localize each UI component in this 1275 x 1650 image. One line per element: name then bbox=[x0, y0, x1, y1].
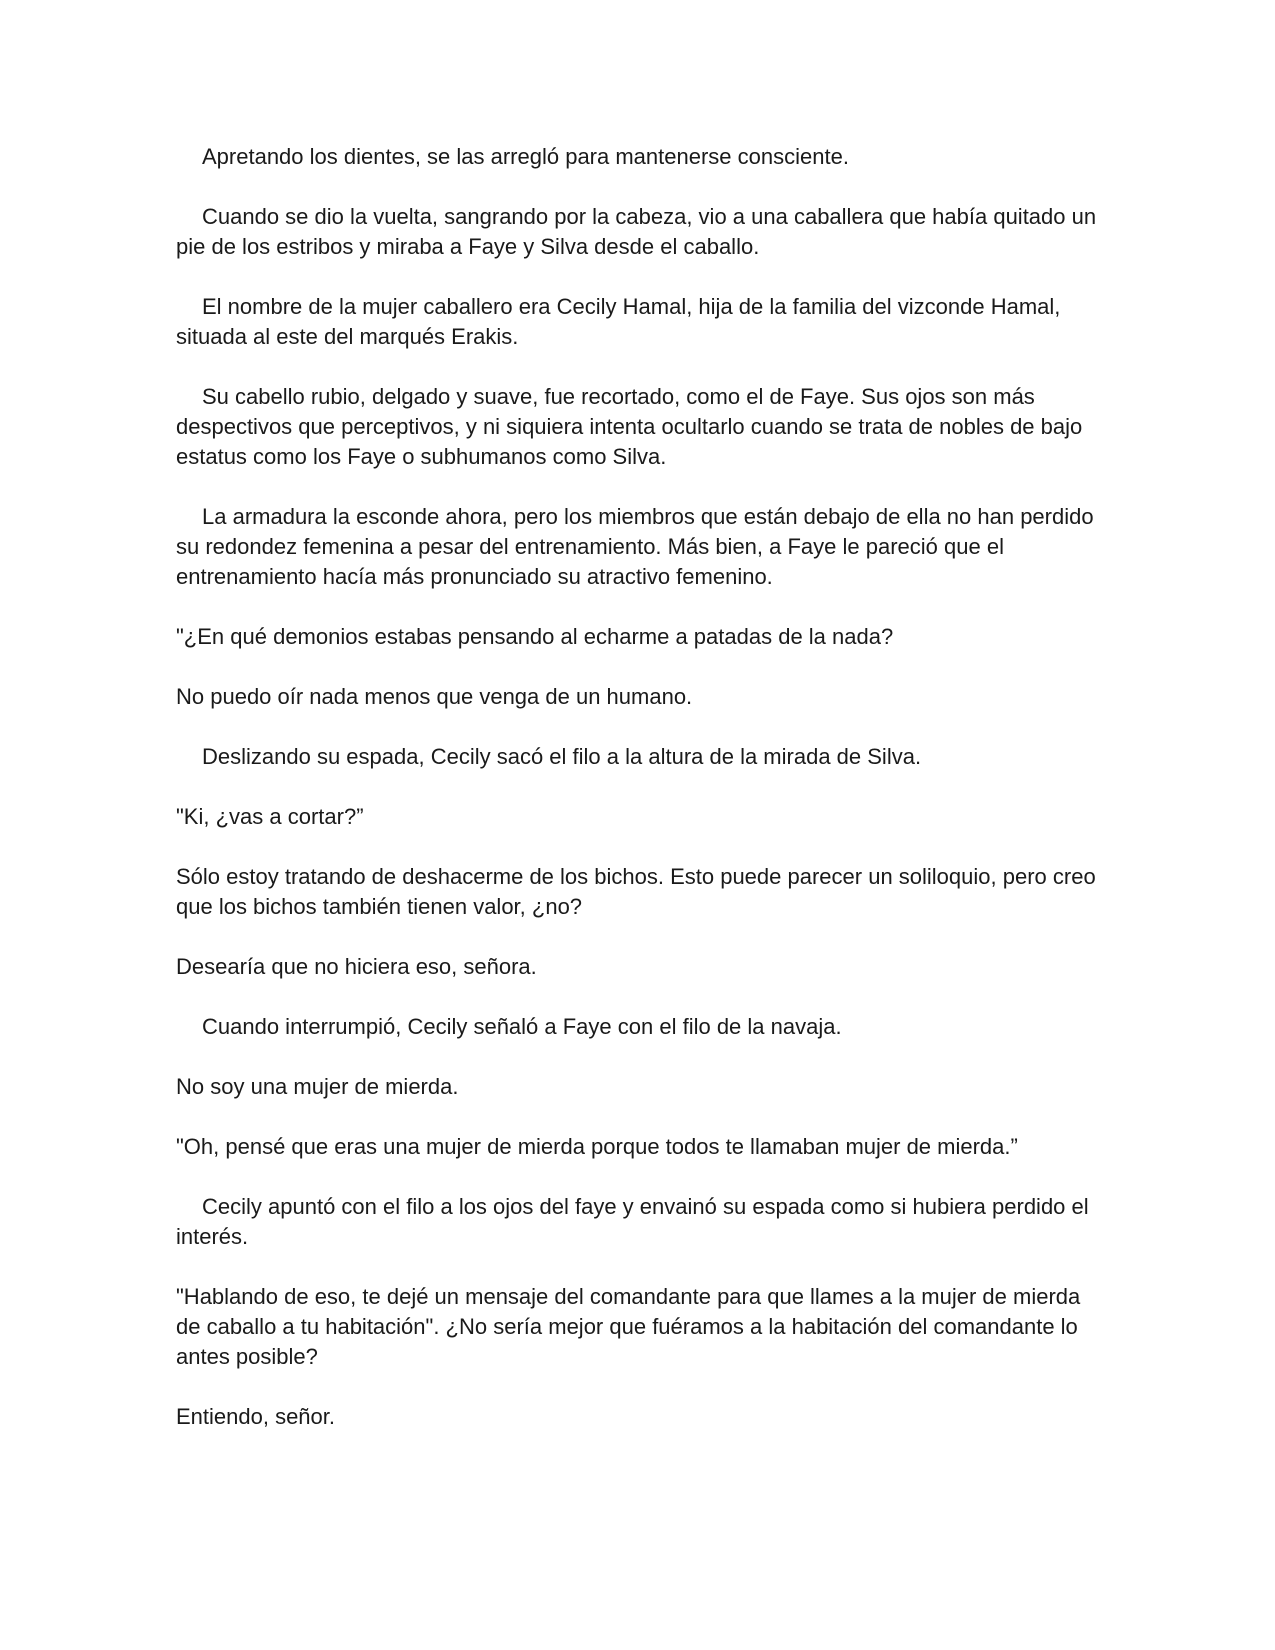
paragraph-12: Cuando interrumpió, Cecily señaló a Faye con el filo de la navaja. bbox=[202, 1014, 842, 1039]
paragraph-17: Entiendo, señor. bbox=[176, 1404, 336, 1429]
paragraph-5: La armadura la esconde ahora, pero los miembros que están debajo de ella no han perdido su redondez femenina a pesar del entrenamiento. Más bien, a Faye le pareció que el entrenamiento hacía más pronunciado su atractivo femenino. bbox=[176, 504, 1094, 589]
paragraph-10: Sólo estoy tratando de deshacerme de los bichos. Esto puede parecer un soliloquio, pero creo que los bichos también tienen valor, ¿no? bbox=[176, 864, 1096, 919]
paragraph-14: "Oh, pensé que eras una mujer de mierda porque todos te llamaban mujer de mierda.” bbox=[176, 1134, 1018, 1159]
paragraph-16: "Hablando de eso, te dejé un mensaje del comandante para que llames a la mujer de mierda de caballo a tu habitación". ¿No sería mejor que fuéramos a la habitación del comandante lo antes posible? bbox=[176, 1284, 1081, 1369]
paragraph-6: "¿En qué demonios estabas pensando al echarme a patadas de la nada? bbox=[176, 624, 894, 649]
paragraph-13: No soy una mujer de mierda. bbox=[176, 1074, 459, 1099]
paragraph-4: Su cabello rubio, delgado y suave, fue recortado, como el de Faye. Sus ojos son más despectivos que perceptivos, y ni siquiera intenta ocultarlo cuando se trata de nobles de bajo estatus como los Faye o subhumanos como Silva. bbox=[176, 384, 1083, 469]
paragraph-8: Deslizando su espada, Cecily sacó el filo a la altura de la mirada de Silva. bbox=[202, 744, 922, 769]
paragraph-1: Apretando los dientes, se las arregló para mantenerse consciente. bbox=[202, 144, 849, 169]
paragraph-9: "Ki, ¿vas a cortar?” bbox=[176, 804, 364, 829]
paragraph-7: No puedo oír nada menos que venga de un humano. bbox=[176, 684, 693, 709]
paragraph-11: Desearía que no hiciera eso, señora. bbox=[176, 954, 537, 979]
paragraph-3: El nombre de la mujer caballero era Cecily Hamal, hija de la familia del vizconde Hamal, situada al este del marqués Erakis. bbox=[176, 294, 1061, 349]
paragraph-2: Cuando se dio la vuelta, sangrando por la cabeza, vio a una caballera que había quitado un pie de los estribos y miraba a Faye y Silva desde el caballo. bbox=[176, 204, 1097, 259]
paragraph-15: Cecily apuntó con el filo a los ojos del faye y envainó su espada como si hubiera perdido el interés. bbox=[176, 1194, 1089, 1249]
body-text bbox=[176, 142, 1106, 1462]
